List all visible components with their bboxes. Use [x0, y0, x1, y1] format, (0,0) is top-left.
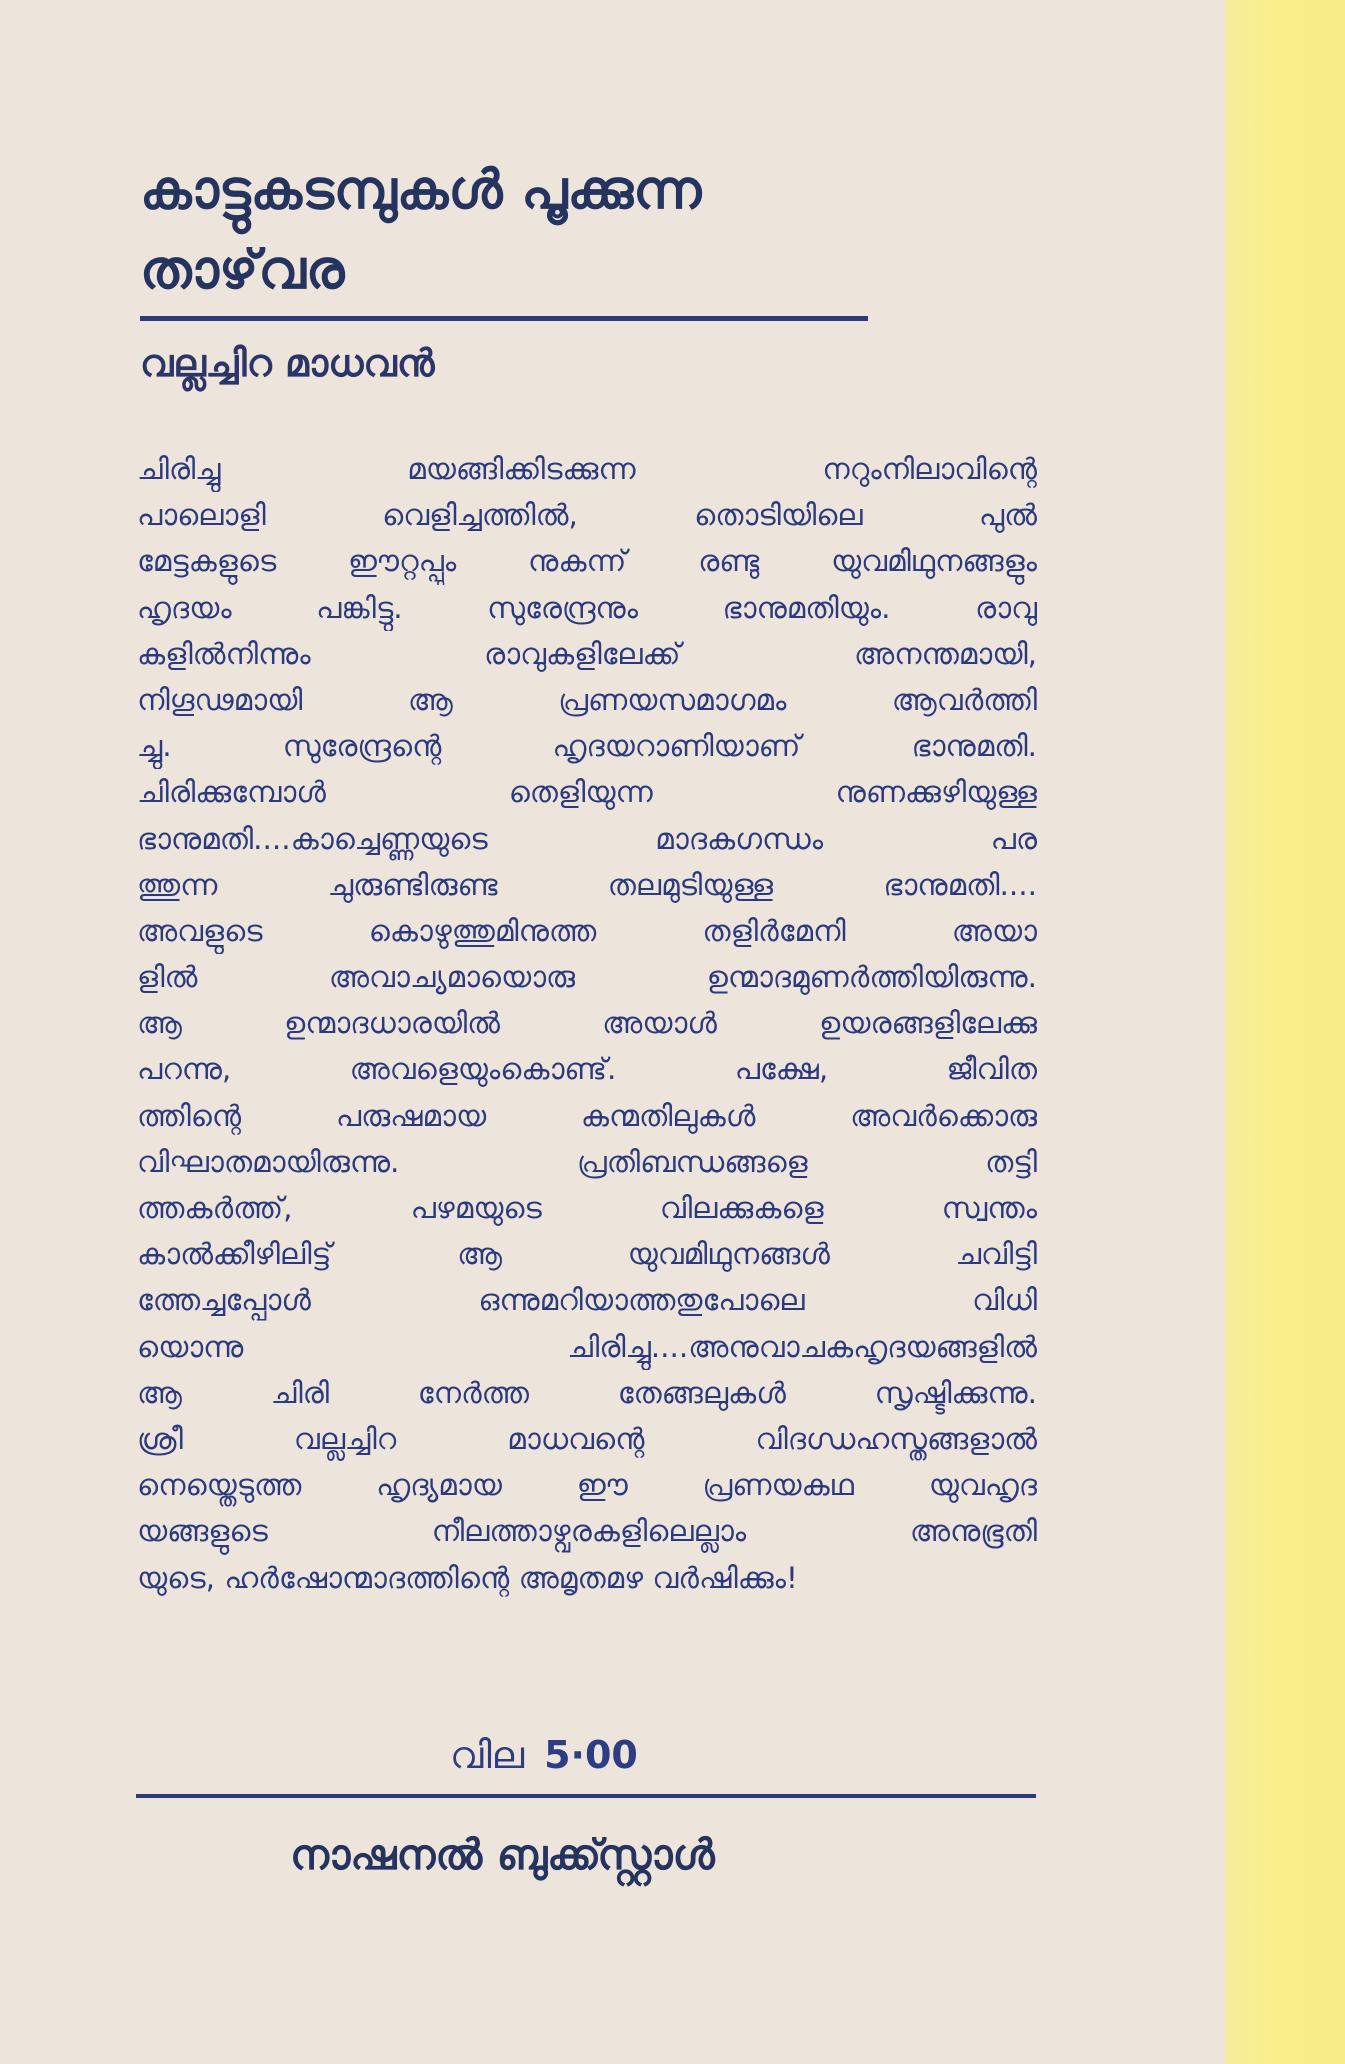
- book-title: [140, 150, 900, 310]
- blurb-line: യങ്ങളുടെ നീലത്താഴ്വരകളിലെല്ലാം അനുഭൂതി: [137, 1514, 1037, 1549]
- blurb-line: കളിൽനിന്നും രാവുകളിലേക്ക് അനന്തമായി,: [137, 636, 1037, 671]
- blurb-line: നെയ്തെടുത്ത ഹൃദ്യമായ ഈ പ്രണയകഥ യുവഹൃദ: [137, 1468, 1037, 1503]
- blurb-line: ത്തിന്റെ പരുഷമായ കന്മതിലുകൾ അവർക്കൊരു: [137, 1098, 1037, 1133]
- price: [450, 1730, 638, 1780]
- blurb-line: അവളുടെ കൊഴുത്തുമിനുത്ത തളിർമേനി അയാ: [137, 913, 1037, 948]
- book-title-line-1: കാട്ടുകടമ്പുകൾ പൂക്കുന്ന: [140, 158, 702, 221]
- blurb-line: വിഘാതമായിരുന്നു. പ്രതിബന്ധങ്ങളെ തട്ടി: [137, 1144, 1037, 1179]
- blurb-line: മേട്ടകളുടെ ഈറ്റപ്പും നുകന്ന് രണ്ടു യുവമിഥുനങ്ങളും: [137, 544, 1037, 579]
- blurb-line: ആ ഉന്മാദധാരയിൽ അയാൾ ഉയരങ്ങളിലേക്കു: [137, 1006, 1037, 1041]
- blurb-line: ത്തുന്ന ചുരുണ്ടിരുണ്ട തലമുടിയുള്ള ഭാനുമതി....: [137, 867, 1037, 902]
- publisher-divider: [136, 1794, 1036, 1798]
- yellow-spine: [1225, 0, 1345, 2064]
- title-divider: [140, 316, 868, 321]
- blurb-line: ത്തേച്ചപ്പോൾ ഒന്നുമറിയാത്തതുപോലെ വിധി: [137, 1283, 1037, 1318]
- price-value: 5·00: [544, 1733, 638, 1777]
- blurb-line: ആ ചിരി നേർത്ത തേങ്ങലുകൾ സൃഷ്ടിക്കുന്നു.: [137, 1375, 1037, 1410]
- blurb-line: പറന്നു, അവളെയുംകൊണ്ട്. പക്ഷേ, ജീവിത: [137, 1052, 1037, 1087]
- blurb-line: ശ്രീ വല്ലച്ചിറ മാധവന്റെ വിദഗ്ധഹസ്തങ്ങളാൽ: [137, 1421, 1037, 1456]
- blurb-line: ഹൃദയം പങ്കിട്ടു. സുരേന്ദ്രനും ഭാനുമതിയും. രാവു: [137, 590, 1037, 625]
- blurb-line: ളിൽ അവാച്യമായൊരു ഉന്മാദമുണർത്തിയിരുന്നു.: [137, 960, 1037, 995]
- blurb-line: യുടെ, ഹർഷോന്മാദത്തിന്റെ അമൃതമഴ വർഷിക്കും!: [137, 1560, 798, 1595]
- book-title-line-2: താഴ്‌വര: [140, 238, 345, 301]
- blurb-text: [137, 446, 1037, 1601]
- blurb-line: ചിരിച്ചു മയങ്ങിക്കിടക്കുന്ന നറുംനിലാവിന്റെ: [137, 452, 1037, 486]
- publisher-name: നാഷനൽ ബുക്ക്സ്റ്റാൾ: [290, 1830, 715, 1879]
- blurb-line: പാലൊളി വെളിച്ചത്തിൽ, തൊടിയിലെ പുൽ: [137, 498, 1037, 533]
- blurb-line: ചിരിക്കുമ്പോൾ തെളിയുന്ന നുണക്കുഴിയുള്ള: [137, 775, 1037, 810]
- blurb-line: ത്തകർത്ത്, പഴമയുടെ വിലക്കുകളെ സ്വന്തം: [137, 1191, 1037, 1225]
- blurb-line: ച്ചു. സുരേന്ദ്രന്റെ ഹൃദയറാണിയാണ് ഭാനുമതി.: [137, 729, 1037, 764]
- blurb-line: യൊന്നു ചിരിച്ചു....അനുവാചകഹൃദയങ്ങളിൽ: [137, 1329, 1037, 1364]
- blurb-line: നിഗൂഢമായി ആ പ്രണയസമാഗമം ആവർത്തി: [137, 682, 1037, 717]
- blurb-line: കാൽക്കീഴിലിട്ട് ആ യുവമിഥുനങ്ങൾ ചവിട്ടി: [137, 1237, 1037, 1272]
- author-name: വല്ലച്ചിറ മാധവൻ: [140, 341, 435, 385]
- price-label: വില: [450, 1733, 525, 1777]
- blurb-line: ഭാനുമതി....കാച്ചെണ്ണയുടെ മാദകഗന്ധം പര: [137, 821, 1037, 856]
